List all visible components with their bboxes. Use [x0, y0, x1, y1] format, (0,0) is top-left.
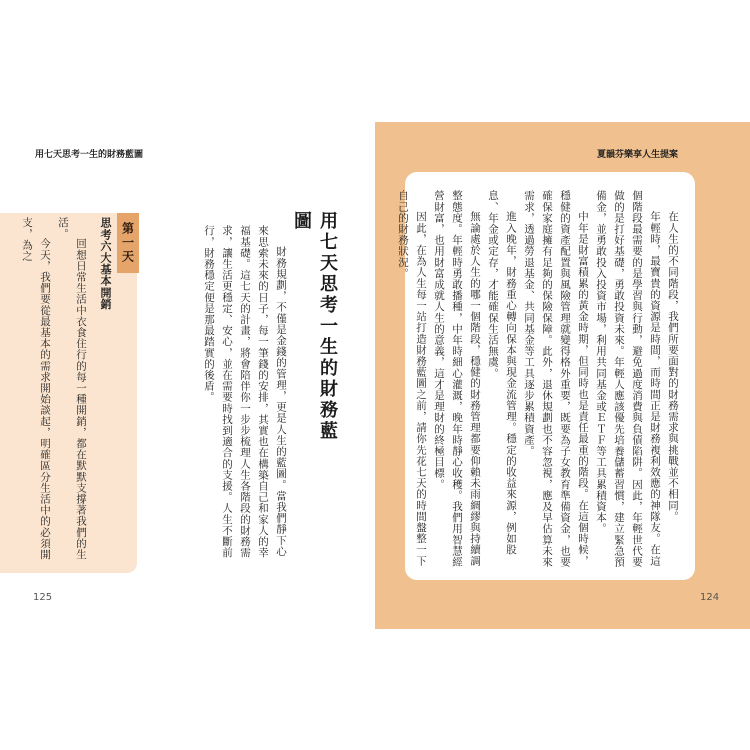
card-text — [397, 190, 682, 570]
left-page-number: 125 — [33, 592, 53, 603]
day-paragraph: 回想日常生活中衣食住行的每一種開銷，都在默默支撐著我們的生活。 — [57, 217, 87, 560]
left-running-head: 用七天思考一生的財務藍圖 — [35, 150, 144, 160]
card-paragraph: 無論處於人生的哪一個階段，穩健的財務管理都要仰賴未雨綢繆與持續調整態度。年輕時勇敢播種，中年時細心灌溉，晚年時靜心收穫。我們用智慧經營財富，也用財富成就人生的意義，這才是理財的終極目標。 — [433, 190, 481, 568]
day-badge: 第一天 — [117, 213, 139, 273]
card-paragraph: 在人生的不同階段，我們所要面對的財務需求與挑戰並不相同。 — [667, 211, 679, 522]
right-page-number: 124 — [700, 592, 720, 603]
day-paragraph: 今天，我們要從最基本的需求開始談起，明確區分生活中的必須開支，為之 — [21, 217, 51, 560]
card-paragraph: 進入晚年，財務重心轉向保本與現金流管理。穩定的收益來源，例如股息、年金或定存，才能確保生活無虞。 — [487, 190, 517, 556]
card-paragraph: 中年是財富積累的黃金時期，但同時也是責任最重的階段。在這個時候，穩健的資產配置與風險管理就變得格外重要，既要為子女教育準備資金，也要確保家庭擁有足夠的保險保障。此外，退休規劃也不容忽視，應及早估算未來需求，透過勞退基金、共同基金等工具逐步累積資產。 — [523, 190, 589, 568]
card-paragraph: 年輕時，最寶貴的資源是時間，而時間正是財務複利效應的神隊友。在這個階段最需要的是學習與行動，避免過度消費與負債陷阱。因此，年輕世代要做的是打好基礎，勇敢投資未來。年輕人應該優先培養儲蓄習慣，建立緊急預備金，並勇敢投入投資市場，利用共同基金或ＥＴＦ等工具累積資本。 — [595, 190, 661, 568]
card-paragraph: 因此，在為人生每一站打造財務藍圖之前，請你先花七天的時間盤整一下自己的財務狀況。 — [397, 190, 427, 567]
day-tab-text — [8, 217, 114, 562]
intro-paragraph: 財務規劃，不僅是金錢的管理，更是人生的藍圖。當我們靜下心來思索未來的日子，每一筆錢的安排，其實也在構築自己和家人的幸福基礎。這七天的計畫，將會陪伴你一步步梳理人生各階段的財務需求，讓生活更穩定、安心，並在需要時找到適合的支援。人生不斷前行，財務穩定便是那最踏實的後盾。 — [203, 225, 287, 558]
intro-text — [160, 225, 290, 565]
right-running-head: 夏韻芬樂享人生提案 — [597, 150, 679, 160]
chapter-title: 用七天思考一生的財務藍圖 — [291, 211, 338, 442]
day-subtitle: 思考六大基本開銷 — [99, 217, 112, 310]
